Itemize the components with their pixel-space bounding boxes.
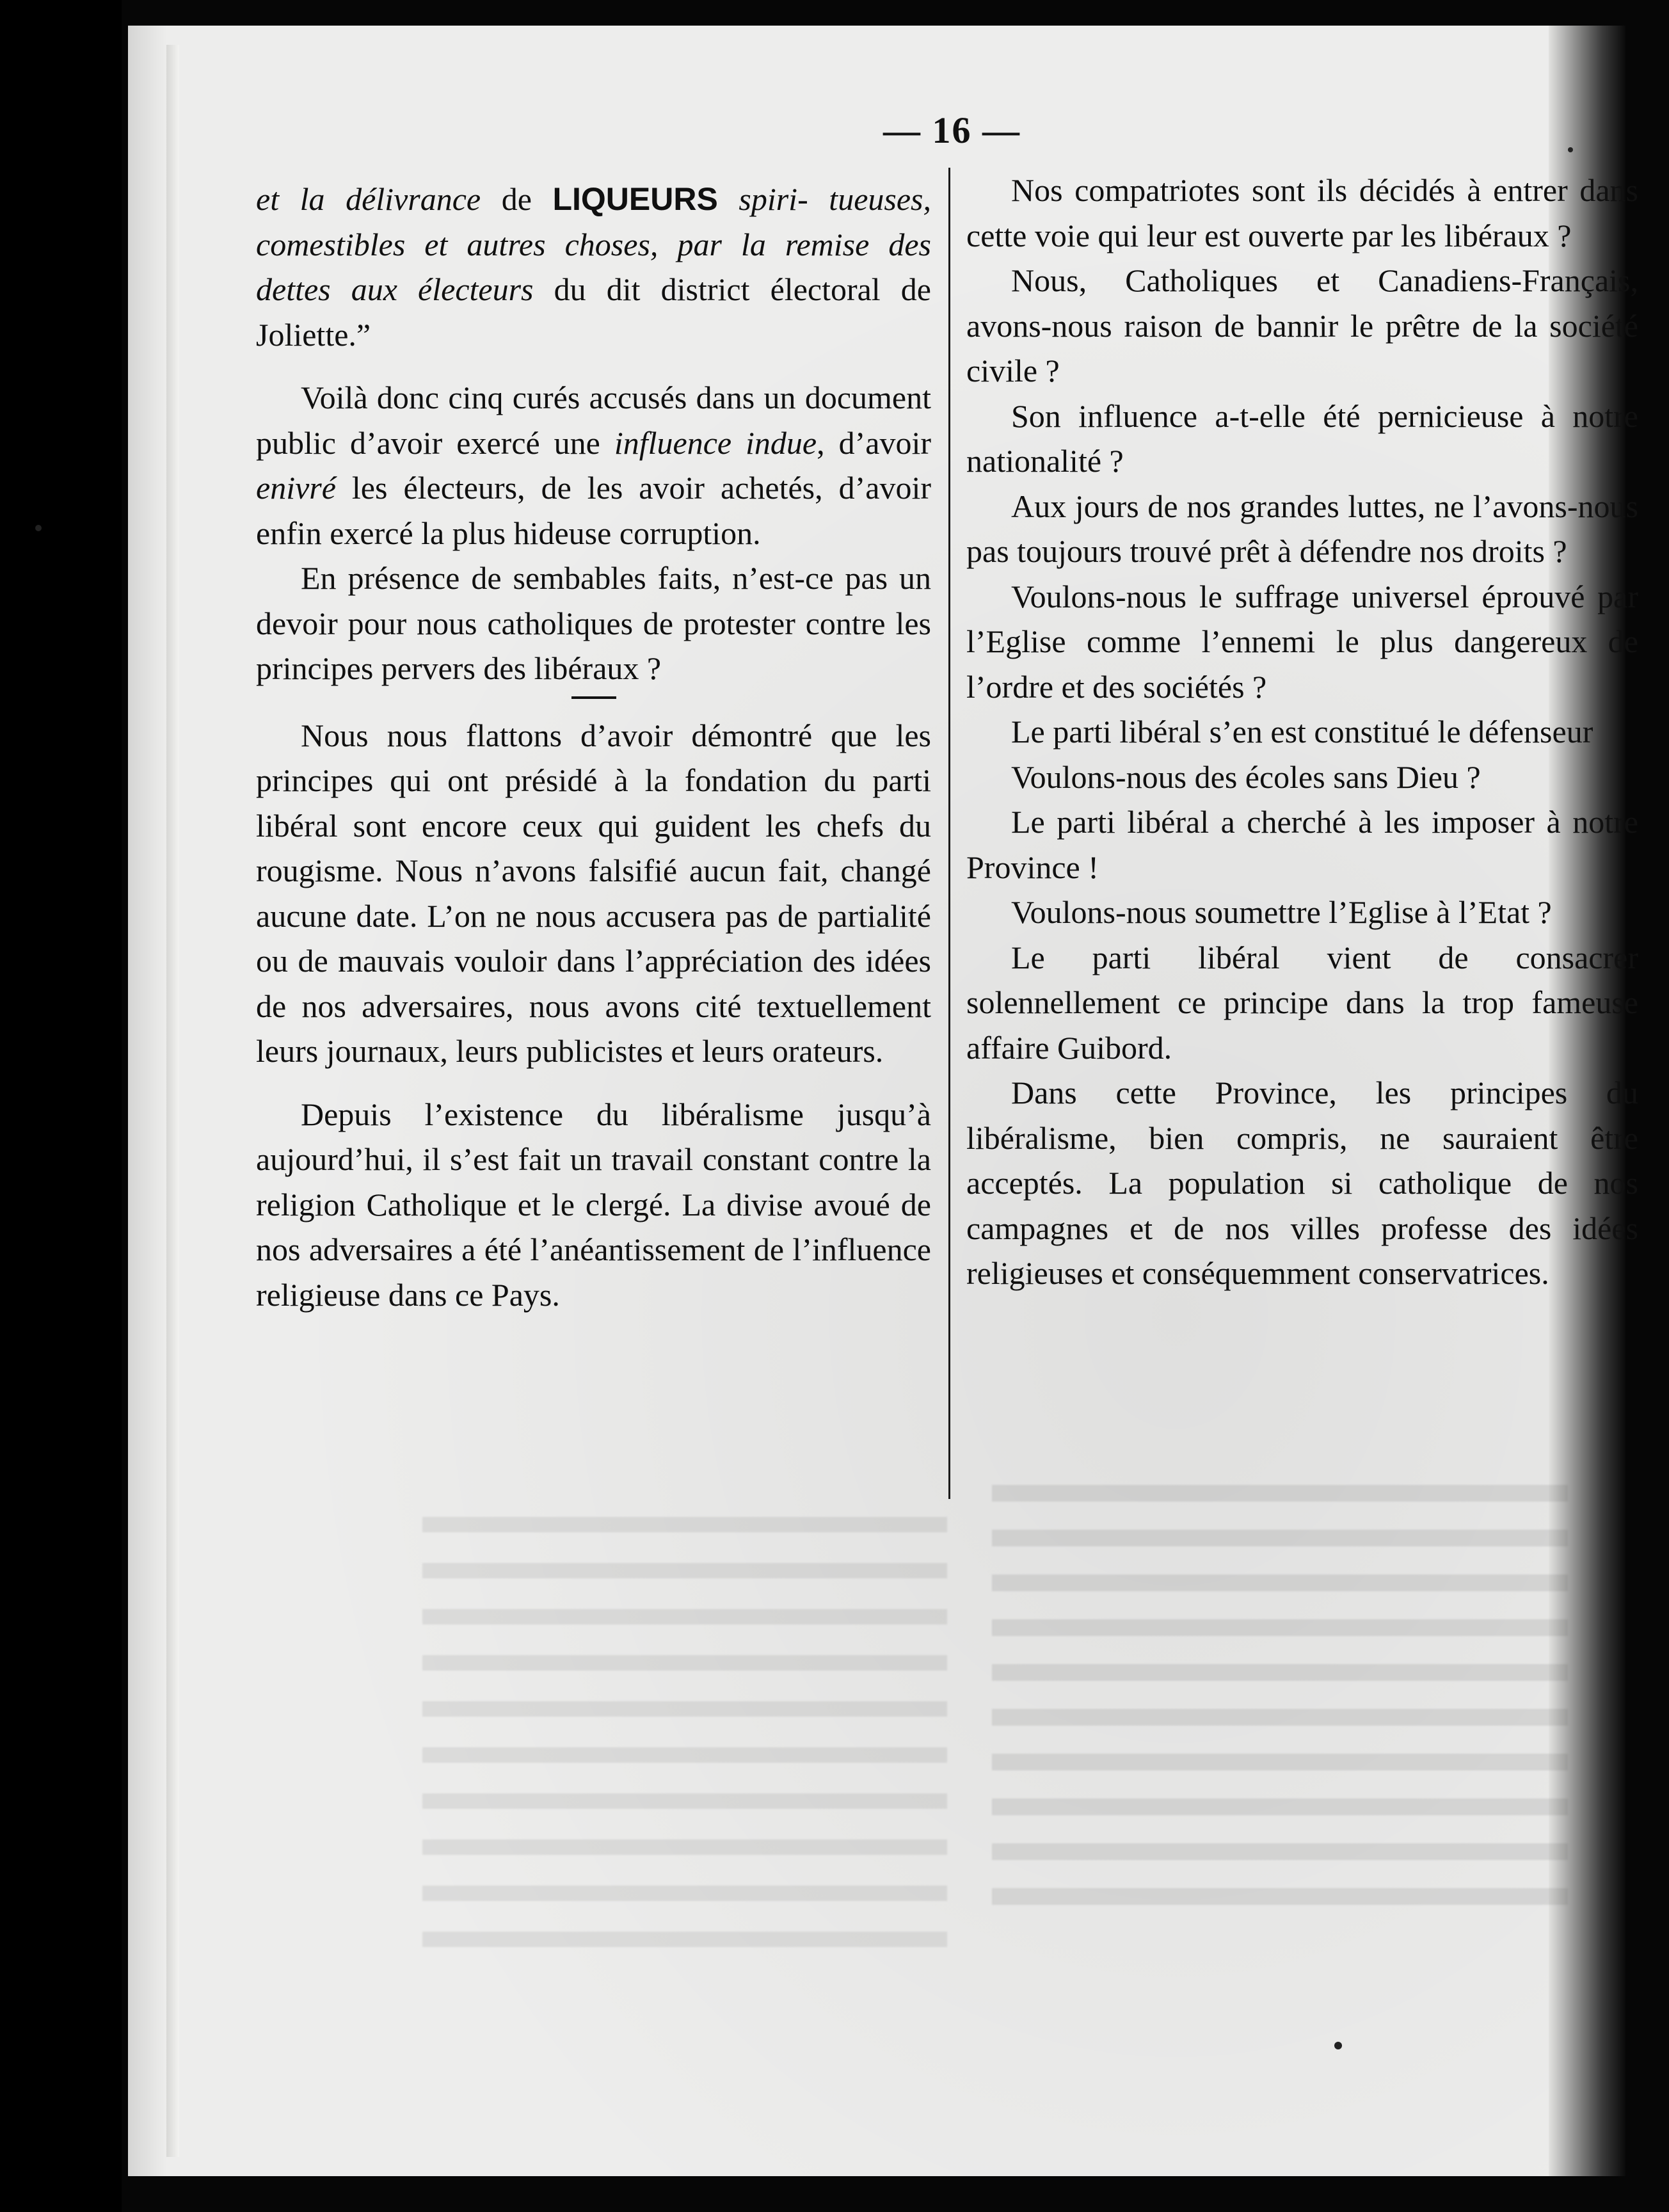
page-number: — 16 — (883, 109, 1021, 151)
text-span: les électeurs, de les avoir achetés, d’avoir enfin exercé la plus hideuse corruption. (256, 470, 931, 551)
text-span: du dit district électoral de Joliette.” (256, 271, 931, 353)
left-paragraph-1 (256, 177, 931, 357)
text-span: et la délivrance (256, 181, 481, 217)
text-span: , d’avoir (817, 424, 931, 461)
right-paragraph-7: Voulons-nous des écoles sans Dieu ? (1011, 758, 1481, 795)
right-paragraph-10: Le parti libéral vient de consacrer solennellement ce principe dans la trop fameuse affaire Guibord. (966, 939, 1638, 1066)
right-paragraph-11: Dans cette Province, les principes du libéralisme, bien compris, ne sauraient être acceptés. La population si catholique de nos campagnes et de nos villes professe des idées religieuses et conséquemment conservatrices. (966, 1075, 1638, 1291)
right-paragraph-1: Nos compatriotes sont ils décidés à entrer dans cette voie qui leur est ouverte par les libéraux ? (966, 172, 1638, 253)
right-paragraph-9: Voulons-nous soumettre l’Eglise à l’Etat ? (1011, 894, 1552, 930)
scan-speck (1568, 147, 1573, 152)
bleed-through-texture (992, 1485, 1568, 1933)
right-paragraph-4: Aux jours de nos grandes luttes, ne l’avons-nous pas toujours trouvé prêt à défendre nos droits ? (966, 488, 1638, 569)
right-paragraph-3: Son influence a-t-elle été pernicieuse à notre nationalité ? (966, 397, 1638, 479)
text-span: tueuses, comestibles et autres choses, par la remise des dettes aux électeurs (256, 181, 931, 307)
text-span: spiri- (717, 181, 808, 217)
column-divider (948, 168, 950, 1499)
text-span-italic: influence indue (614, 424, 817, 461)
right-paragraph-2: Nous, Catholiques et Canadiens-Français, avons-nous raison de bannir le prêtre de la société civile ? (966, 262, 1638, 389)
section-rule (571, 696, 616, 699)
film-edge (0, 0, 122, 2212)
left-paragraph-4: Nous nous flattons d’avoir démontré que les principes qui ont présidé à la fondation du parti libéral sont encore ceux qui guident les chefs du rougisme. Nous n’avons falsifié aucun fait, changé aucune date. L’on ne nous accusera pas de partialité ou de mauvais vouloir dans l’appréciation des idées de nos adversaires, nous avons cité textuellement leurs journaux, leurs publicistes et leurs orateurs. (256, 717, 931, 1069)
right-paragraph-6: Le parti libéral s’en est constitué le défenseur (1011, 714, 1593, 749)
scan-speck (1334, 2042, 1342, 2049)
bleed-through-texture-2 (422, 1517, 947, 1965)
text-span: de (481, 181, 553, 217)
page-fold-edge (166, 45, 179, 2157)
text-span-caps: LIQUEURS (552, 181, 718, 217)
left-paragraph-3: En présence de sembables faits, n’est-ce pas un devoir pour nous catholiques de protester contre les principes pervers des libéraux ? (256, 560, 931, 686)
left-paragraph-2 (256, 375, 931, 556)
left-paragraph-5: Depuis l’existence du libéralisme jusqu’à aujourd’hui, il s’est fait un travail constant contre la religion Catholique et le clergé. La divise avoué de nos adversaires a été l’anéantissement de l’influence religieuse dans ce Pays. (256, 1096, 931, 1313)
text-span-italic: enivré (256, 470, 336, 506)
right-paragraph-5: Voulons-nous le suffrage universel éprouvé par l’Eglise comme l’ennemi le plus dangereux de l’ordre et des sociétés ? (966, 578, 1638, 705)
text-span: Voilà donc cinq curés accusés dans un document public d’avoir exercé une (256, 380, 931, 461)
left-column (256, 177, 931, 1317)
right-paragraph-8: Le parti libéral a cherché à les imposer à notre Province ! (966, 804, 1638, 885)
scan-speck (35, 525, 42, 531)
right-column (966, 168, 1638, 1296)
